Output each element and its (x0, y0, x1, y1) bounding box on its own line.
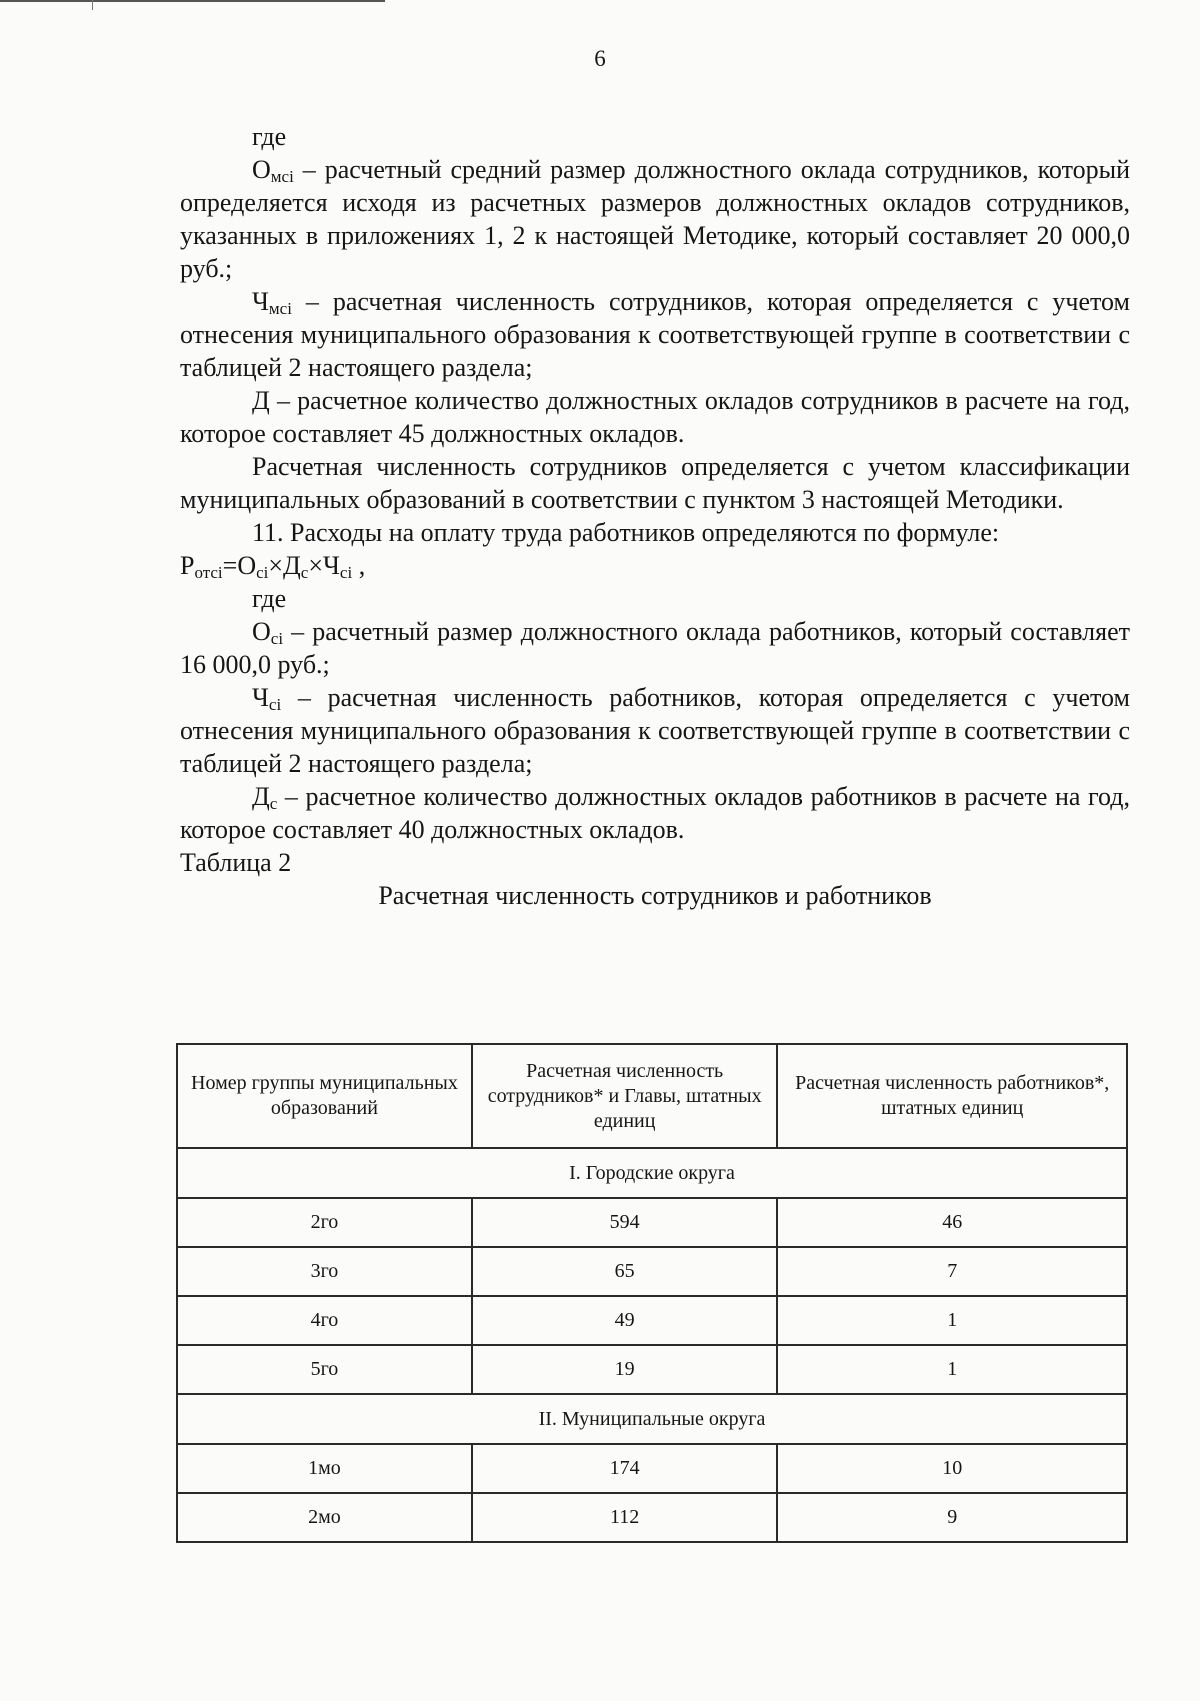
top-rule-tick (92, 0, 93, 10)
chci-symbol: Ч (252, 683, 269, 712)
oci-symbol: О (252, 617, 271, 646)
where-label-2: где (252, 584, 287, 613)
paragraph-chmci (180, 285, 1130, 384)
omci-definition: – расчетный средний размер должностного оклада сотрудников, который определяется исходя из расчетных размеров должностных окладов сотрудников, указанных в приложениях 1, 2 к настоящей Методике, который составляет 20 000,0 руб.; (180, 155, 1130, 283)
cell-employees: 112 (472, 1493, 778, 1542)
chci-definition: – расчетная численность работников, которая определяется с учетом отнесения муниципального образования к соответствующей группе в соответствии с таблицей 2 настоящего раздела; (180, 683, 1130, 778)
formula-end: , (352, 551, 366, 580)
formula (180, 549, 1130, 582)
cell-workers: 1 (777, 1345, 1127, 1394)
dc-subscript: с (269, 794, 278, 813)
paragraph-chci (180, 681, 1130, 780)
paragraph-11: 11. Расходы на оплату труда работников определяются по формуле: (252, 518, 1000, 547)
section-municipal-districts: II. Муниципальные округа (177, 1394, 1127, 1444)
formula-p: Р (180, 551, 195, 580)
table-row (177, 1493, 1127, 1542)
formula-x2: ×Ч (308, 551, 340, 580)
paragraph-dc (180, 780, 1130, 846)
cell-group: 5го (177, 1345, 472, 1394)
formula-x1: ×Д (268, 551, 301, 580)
table-row (177, 1198, 1127, 1247)
cell-employees: 174 (472, 1444, 778, 1493)
section-row-urban (177, 1148, 1127, 1198)
chmci-definition: – расчетная численность сотрудников, которая определяется с учетом отнесения муниципального образования к соответствующей группе в соответствии с таблицей 2 настоящего раздела; (180, 287, 1130, 382)
page-number: 6 (594, 46, 606, 71)
oci-definition: – расчетный размер должностного оклада работников, который составляет 16 000,0 руб.; (180, 617, 1130, 679)
cell-employees: 594 (472, 1198, 778, 1247)
cell-employees: 19 (472, 1345, 778, 1394)
cell-group: 1мо (177, 1444, 472, 1493)
formula-p-sub: отсi (194, 563, 223, 582)
paragraph-d: Д – расчетное количество должностных окладов сотрудников в расчете на год, которое составляет 45 должностных окладов. (180, 386, 1130, 448)
cell-employees: 65 (472, 1247, 778, 1296)
paragraph-omci (180, 153, 1130, 285)
table-header-row (177, 1044, 1127, 1148)
formula-d-sub: с (300, 563, 309, 582)
table-title: Расчетная численность сотрудников и работников (378, 881, 932, 910)
section-row-municipal (177, 1394, 1127, 1444)
chmci-symbol: Ч (252, 287, 269, 316)
where-label-1: где (252, 122, 287, 151)
cell-workers: 46 (777, 1198, 1127, 1247)
cell-workers: 10 (777, 1444, 1127, 1493)
chci-subscript: сi (268, 695, 282, 714)
staffing-table (176, 1043, 1128, 1543)
header-workers-count: Расчетная численность работников*, штатных единиц (777, 1044, 1127, 1148)
cell-group: 3го (177, 1247, 472, 1296)
formula-eq: =О (222, 551, 257, 580)
cell-group: 4го (177, 1296, 472, 1345)
top-rule (0, 0, 385, 2)
table-row (177, 1247, 1127, 1296)
document-body (180, 120, 1130, 912)
table-row (177, 1296, 1127, 1345)
omci-subscript: мсi (270, 167, 294, 186)
chmci-subscript: мсi (268, 299, 292, 318)
oci-subscript: сi (270, 629, 284, 648)
section-urban-districts: I. Городские округа (177, 1148, 1127, 1198)
cell-workers: 1 (777, 1296, 1127, 1345)
formula-o-sub: сi (256, 563, 269, 582)
cell-employees: 49 (472, 1296, 778, 1345)
dc-symbol: Д (252, 782, 270, 811)
omci-symbol: О (252, 155, 271, 184)
table-row (177, 1444, 1127, 1493)
header-employees-count: Расчетная численность сотрудников* и Главы, штатных единиц (472, 1044, 778, 1148)
cell-group: 2го (177, 1198, 472, 1247)
cell-workers: 9 (777, 1493, 1127, 1542)
cell-workers: 7 (777, 1247, 1127, 1296)
paragraph-oci (180, 615, 1130, 681)
dc-definition: – расчетное количество должностных окладов работников в расчете на год, которое составляет 40 должностных окладов. (180, 782, 1130, 844)
table-label: Таблица 2 (180, 848, 292, 877)
formula-ch-sub: сi (339, 563, 353, 582)
table-row (177, 1345, 1127, 1394)
header-group-number: Номер группы муниципальных образований (177, 1044, 472, 1148)
cell-group: 2мо (177, 1493, 472, 1542)
paragraph-calc: Расчетная численность сотрудников определяется с учетом классификации муниципальных образований в соответствии с пунктом 3 настоящей Методики. (180, 452, 1130, 514)
